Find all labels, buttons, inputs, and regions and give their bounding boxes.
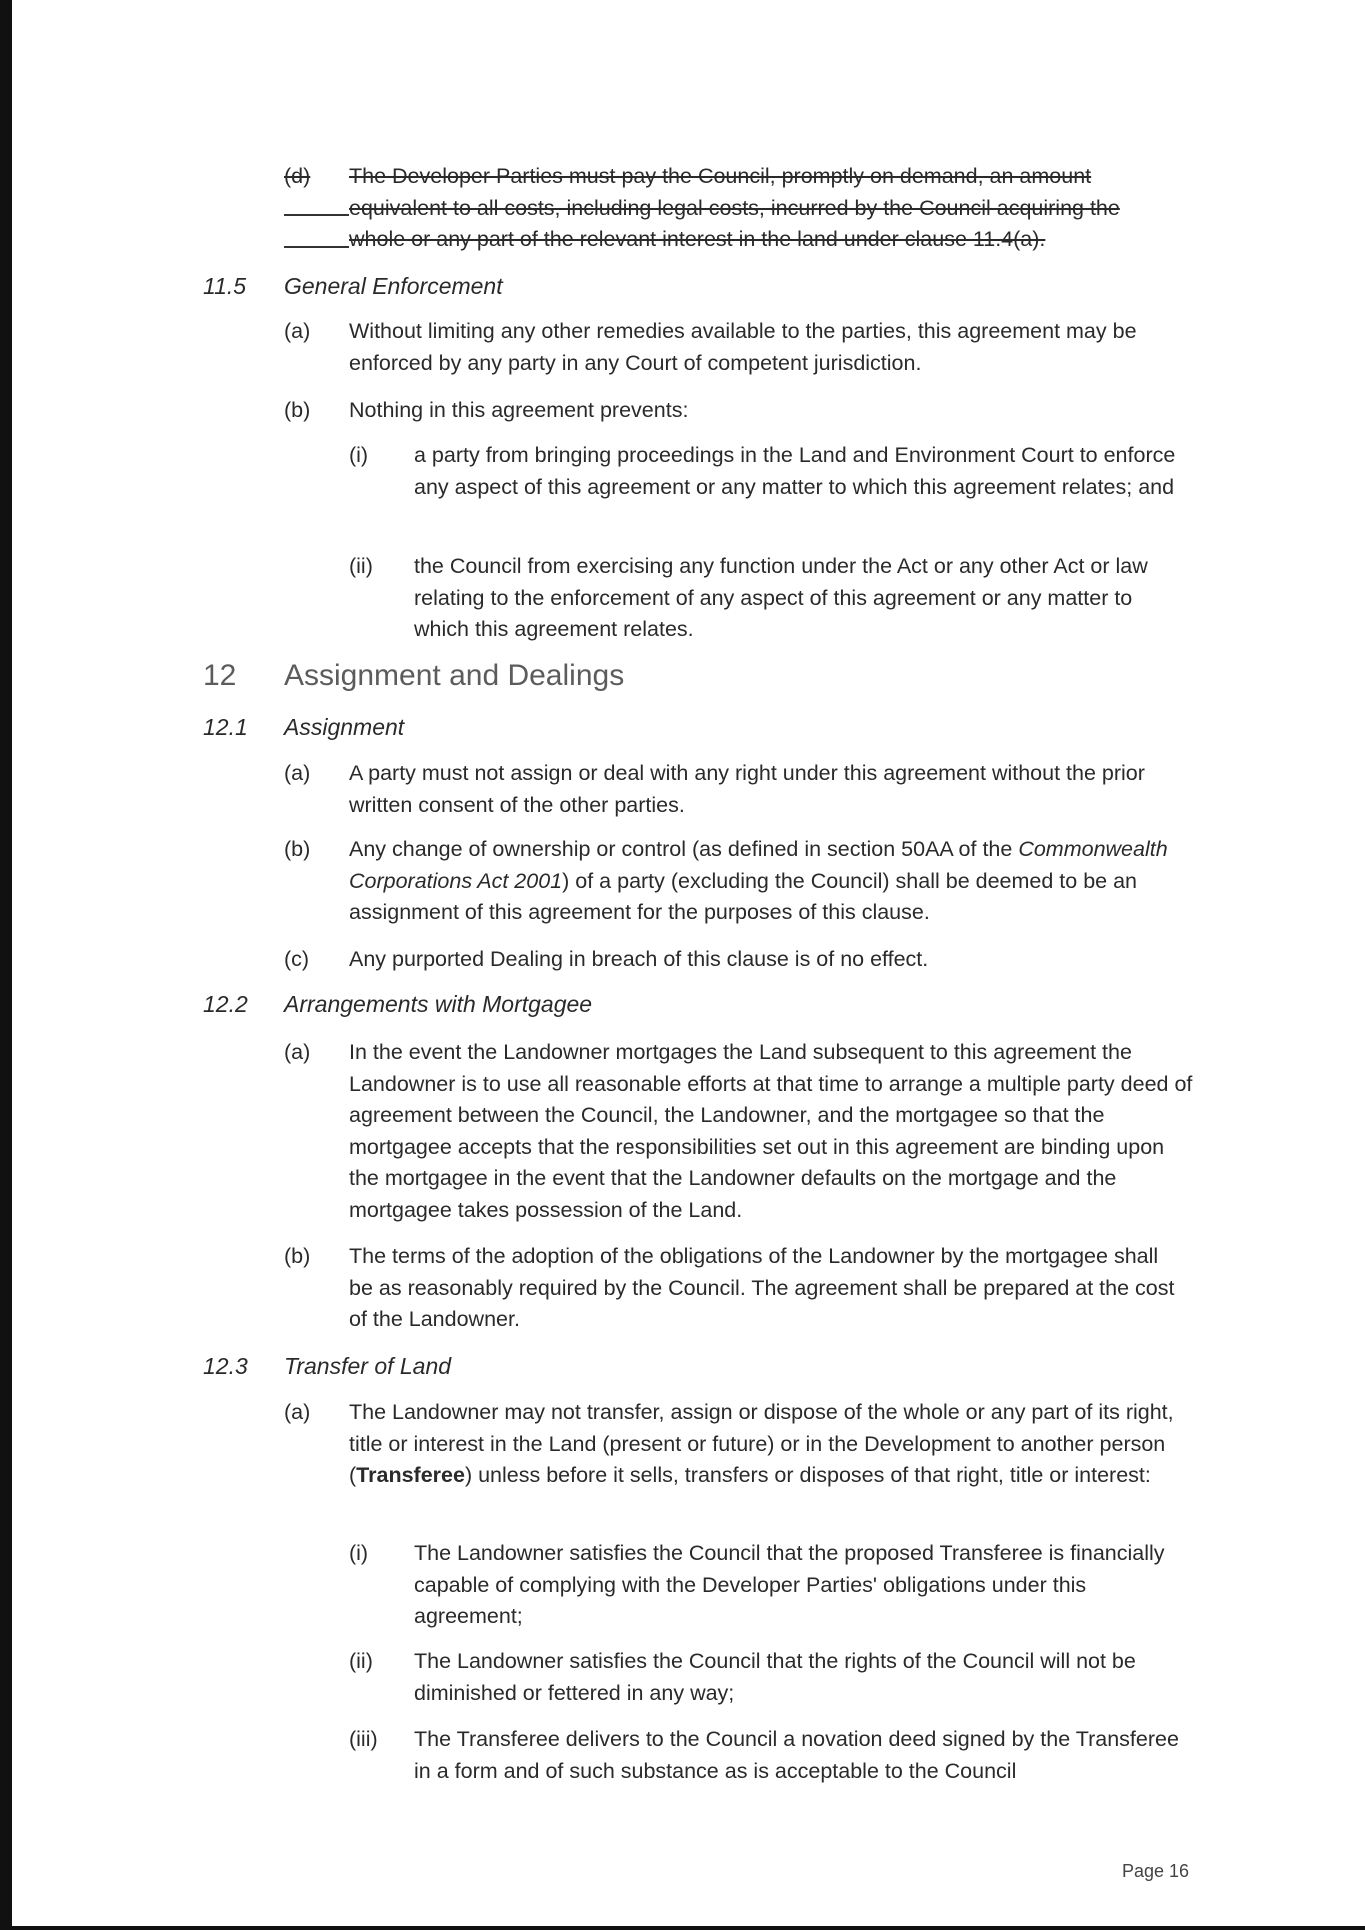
- clause-11-5-b-label: (b): [284, 398, 311, 422]
- clause-11-4-d-text: The Developer Parties must pay the Council, promptly on demand, an amount equivalent to all costs, including legal costs, incurred by the Council acquiring the whole or any part of the relevant interest in the land under clause 11.4(a).: [349, 164, 1120, 251]
- section-12-3-number: 12.3: [203, 1353, 248, 1379]
- section-11-5-title: General Enforcement: [284, 273, 503, 299]
- page-number: Page 16: [1122, 1861, 1190, 1881]
- clause-12-1-c-label: (c): [284, 947, 310, 971]
- clause-11-5-a-text: Without limiting any other remedies available to the parties, this agreement may be enforced by any party in any Court of competent jurisdiction.: [349, 319, 1137, 375]
- section-12-2-number: 12.2: [203, 991, 248, 1017]
- clause-12-2-b-text: The terms of the adoption of the obligations of the Landowner by the mortgagee shall be as reasonably required by the Council. The agreement shall be prepared at the cost of the Landowner.: [349, 1244, 1175, 1331]
- clause-12-3-a-iii-text: The Transferee delivers to the Council a novation deed signed by the Transferee in a form and of such substance as is acceptable to the Council: [414, 1727, 1179, 1783]
- clause-11-5-b-text: Nothing in this agreement prevents:: [349, 398, 689, 422]
- section-12-1-title: Assignment: [284, 714, 405, 740]
- clause-11-5-b-ii-text: the Council from exercising any function under the Act or any other Act or law relating to the enforcement of any aspect of this agreement or any matter to which this agreement relates.: [414, 554, 1148, 641]
- clause-12-1-c-text: Any purported Dealing in breach of this clause is of no effect.: [349, 947, 929, 971]
- clause-11-5-b-i-text: a party from bringing proceedings in the Land and Environment Court to enforce any aspect of this agreement or any matter to which this agreement relates; and: [414, 443, 1176, 499]
- strike-line: [284, 214, 349, 216]
- section-12-3-title: Transfer of Land: [284, 1353, 452, 1379]
- clause-12-1-b-text: Any change of ownership or control (as defined in section 50AA of the Commonwealth Corporations Act 2001) of a party (excluding the Council) shall be deemed to be an assignment of this agreement for the purposes of this clause.: [349, 837, 1168, 924]
- clause-12-3-a-iii-label: (iii): [349, 1727, 378, 1751]
- clause-12-3-a-ii-text: The Landowner satisfies the Council that the rights of the Council will not be diminished or fettered in any way;: [414, 1649, 1136, 1705]
- clause-11-5-b-i-label: (i): [349, 443, 369, 467]
- act-name: Commonwealth Corporations Act 2001: [349, 837, 1168, 893]
- clause-12-3-a-text: The Landowner may not transfer, assign or dispose of the whole or any part of its right, title or interest in the Land (present or future) or in the Development to another person (Transferee) unless before it sells, transfers or disposes of that right, title or interest:: [349, 1400, 1174, 1487]
- clause-12-3-a-i-text: The Landowner satisfies the Council that the proposed Transferee is financially capable of complying with the Developer Parties' obligations under this agreement;: [414, 1541, 1165, 1628]
- clause-12-2-b-label: (b): [284, 1244, 311, 1268]
- clause-12-3-a-label: (a): [284, 1400, 311, 1424]
- strike-line: [284, 246, 349, 248]
- clause-12-1-a-text: A party must not assign or deal with any right under this agreement without the prior written consent of the other parties.: [349, 761, 1145, 817]
- clause-11-5-b-ii-label: (ii): [349, 554, 373, 578]
- clause-11-5-a-label: (a): [284, 319, 311, 343]
- defined-term: Transferee: [356, 1463, 465, 1487]
- clause-12-2-a-text: In the event the Landowner mortgages the Land subsequent to this agreement the Landowner is to use all reasonable efforts at that time to arrange a multiple party deed of agreement between the Council, the Landowner, and the mortgagee so that the mortgagee accepts that the responsibilities set out in this agreement are binding upon the mortgagee in the event that the Landowner defaults on the mortgage and the mortgagee takes possession of the Land.: [349, 1040, 1193, 1222]
- clause-11-4-d-label: (d): [284, 164, 311, 188]
- section-12-2-title: Arrangements with Mortgagee: [284, 991, 593, 1017]
- clause-12-3-a-i-label: (i): [349, 1541, 369, 1565]
- section-12-title: Assignment and Dealings: [284, 659, 625, 692]
- clause-12-1-a-label: (a): [284, 761, 311, 785]
- clause-12-3-a-ii-label: (ii): [349, 1649, 373, 1673]
- clause-12-2-a-label: (a): [284, 1040, 311, 1064]
- clause-12-1-b-label: (b): [284, 837, 311, 861]
- section-12-number: 12: [203, 659, 237, 692]
- section-11-5-number: 11.5: [203, 273, 247, 299]
- section-12-1-number: 12.1: [203, 714, 248, 740]
